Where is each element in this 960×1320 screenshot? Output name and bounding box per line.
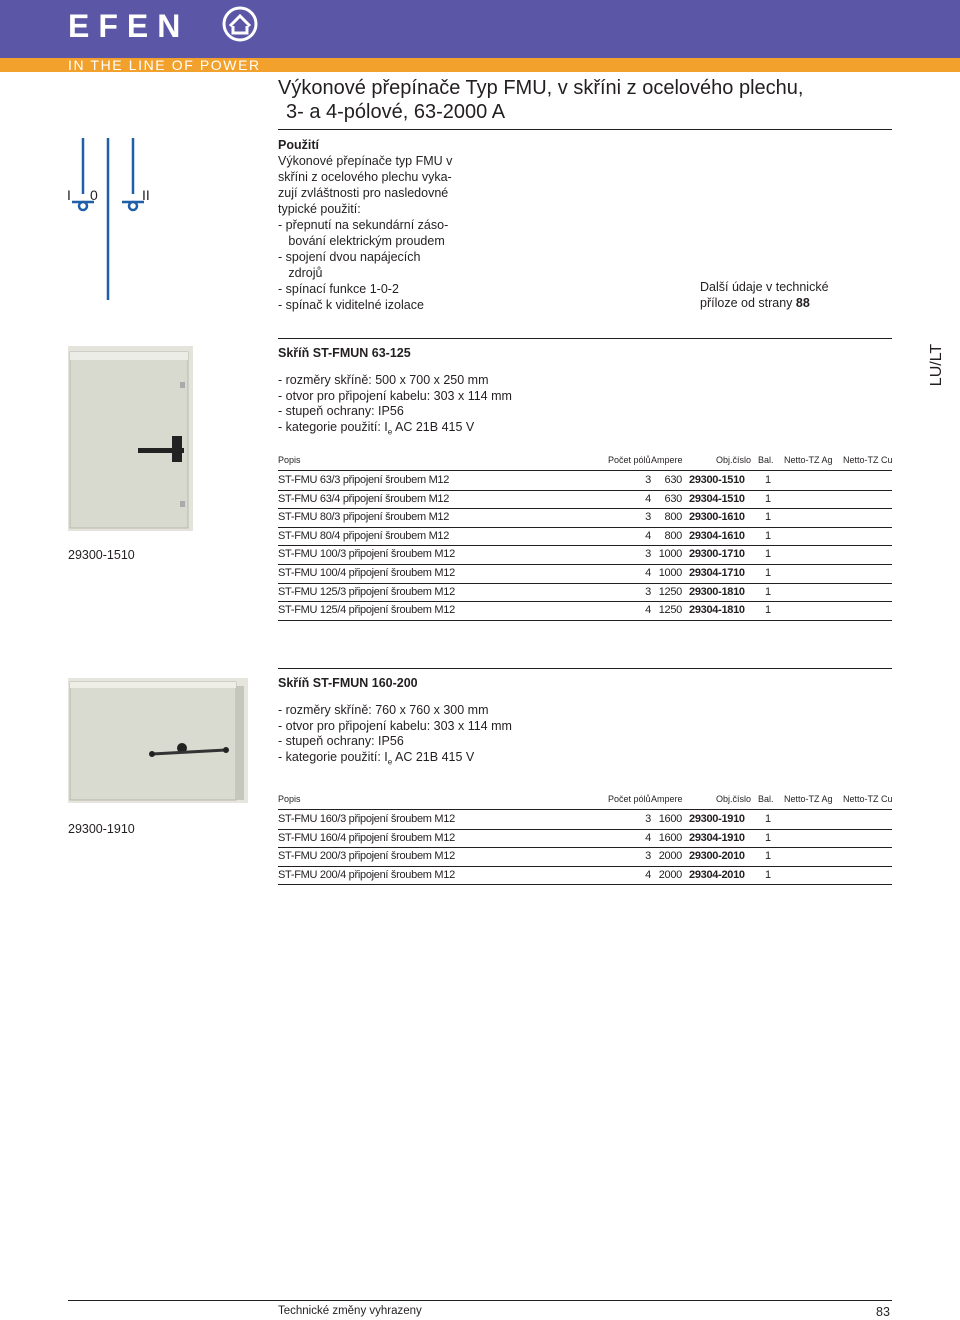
cell-poles: 3 [645,511,651,524]
spec-line: - rozměry skříně: 500 x 700 x 250 mm [278,373,489,387]
cell-order: 29300-1910 [689,813,745,825]
symbol-label-0: 0 [90,187,98,203]
col-ag: Netto-TZ Ag [784,455,833,465]
tagline: IN THE LINE OF POWER [68,57,261,73]
table-row [278,601,892,621]
cell-order: 29300-1810 [689,585,745,598]
title-divider [278,129,892,130]
cell-bal: 1 [765,548,771,561]
cell-amp: 1000 [658,567,682,579]
cell-bal: 1 [765,567,771,579]
cell-amp: 1000 [658,548,682,561]
section-title-2: Skříň ST-FMUN 160-200 [278,676,418,690]
cell-desc: ST-FMU 63/3 připojení šroubem M12 [278,474,450,486]
cell-poles: 3 [645,850,651,863]
spec-line: - stupeň ochrany: IP56 [278,404,404,418]
cell-poles: 3 [645,813,651,825]
footer-rule [68,1300,892,1301]
category-suffix: AC 21B 415 V [392,419,475,434]
cell-order: 29300-2010 [689,850,745,863]
cell-desc: ST-FMU 100/4 připojení šroubem M12 [278,567,455,579]
cell-bal: 1 [765,868,771,881]
cell-desc: ST-FMU 100/3 připojení šroubem M12 [278,548,455,561]
page-title [278,76,803,124]
table-row [278,564,892,584]
cell-order: 29304-1810 [689,604,745,617]
category-suffix: AC 21B 415 V [392,749,475,764]
symbol-label-2: II [142,187,150,203]
col-order: Obj.číslo [716,794,752,804]
cell-desc: ST-FMU 200/3 připojení šroubem M12 [278,850,455,863]
spec-line: - otvor pro připojení kabelu: 303 x 114 mm [278,388,512,403]
col-desc: Popis [278,455,301,465]
cell-poles: 4 [645,831,651,844]
enclosure-photo-small [68,346,193,531]
cell-poles: 4 [645,604,651,617]
table-row [278,866,892,886]
cell-bal: 1 [765,831,771,844]
switch-symbol-icon [62,136,172,306]
side-tab [927,340,947,390]
cell-poles: 4 [645,868,651,881]
cell-bal: 1 [765,585,771,598]
section-specs-2 [278,703,512,770]
category-prefix: - kategorie použití: I [278,749,388,764]
enclosure-photo-large [68,678,248,803]
section-divider-1 [278,338,892,339]
col-bal: Bal. [758,455,774,465]
cell-order: 29304-1610 [689,529,745,542]
more-info-line2 [700,295,829,311]
page-title-line2: 3- a 4-pólové, 63-2000 A [286,101,506,123]
cell-amp: 800 [664,511,682,524]
cell-amp: 1600 [658,813,682,825]
cell-desc: ST-FMU 80/3 připojení šroubem M12 [278,511,450,524]
table-row [278,847,892,867]
usage-line: typické použití: [278,202,361,216]
usage-block [278,137,538,313]
usage-line: Výkonové přepínače typ FMU v [278,154,453,168]
cell-desc: ST-FMU 160/3 připojení šroubem M12 [278,813,455,825]
cell-poles: 3 [645,585,651,598]
more-info-prefix: příloze od strany [700,296,796,310]
cell-order: 29300-1710 [689,548,745,561]
section-divider-2 [278,668,892,669]
cell-order: 29304-1710 [689,567,745,579]
usage-line: - spínací funkce 1-0-2 [278,282,399,296]
cell-amp: 2000 [658,850,682,863]
page-number: 83 [876,1305,890,1319]
usage-line: bování elektrickým proudem [278,234,445,248]
col-amp: Ampere [651,794,683,804]
cell-poles: 4 [645,529,651,542]
col-amp: Ampere [651,455,683,465]
spec-category [278,750,512,770]
side-tab-label: LU/LT [928,343,945,387]
usage-line: - spojení dvou napájecích [278,250,421,264]
spec-line: - rozměry skříně: 760 x 760 x 300 mm [278,703,489,717]
table-row [278,545,892,565]
category-prefix: - kategorie použití: I [278,419,388,434]
cell-poles: 4 [645,492,651,505]
cell-desc: ST-FMU 63/4 připojení šroubem M12 [278,492,450,505]
cell-amp: 2000 [658,868,682,881]
cell-order: 29304-2010 [689,868,745,881]
col-cu: Netto-TZ Cu [843,794,893,804]
cell-desc: ST-FMU 200/4 připojení šroubem M12 [278,868,455,881]
cell-order: 29304-1910 [689,831,745,844]
more-info-line1: Další údaje v technické [700,280,829,294]
cell-amp: 1600 [658,831,682,844]
usage-line: zdrojů [278,266,323,280]
cell-bal: 1 [765,492,771,505]
table-row [278,471,892,491]
svg-text:EFEN: EFEN [68,8,190,44]
category-sub: e [387,427,393,436]
cell-amp: 1250 [658,585,682,598]
cell-poles: 4 [645,567,651,579]
cell-bal: 1 [765,813,771,825]
table-header-2 [278,794,892,808]
spec-category [278,420,512,440]
col-ag: Netto-TZ Ag [784,794,833,804]
cell-amp: 800 [664,529,682,542]
cell-order: 29300-1610 [689,511,745,524]
cell-bal: 1 [765,604,771,617]
product-caption-2: 29300-1910 [68,822,135,836]
usage-line: skříni z ocelového plechu vyka- [278,170,452,184]
cell-bal: 1 [765,474,771,486]
category-sub: e [387,757,393,766]
cell-desc: ST-FMU 80/4 připojení šroubem M12 [278,529,450,542]
spec-line: - stupeň ochrany: IP56 [278,734,404,748]
cell-order: 29300-1510 [689,474,745,486]
section-title-1: Skříň ST-FMUN 63-125 [278,346,411,360]
footer-note: Technické změny vyhrazeny [278,1305,422,1317]
brand-header [0,0,960,58]
symbol-label-1: I [67,187,71,203]
table-row [278,508,892,528]
cell-desc: ST-FMU 160/4 připojení šroubem M12 [278,831,455,844]
table-row [278,829,892,849]
cell-poles: 3 [645,548,651,561]
table-row [278,810,892,830]
cell-bal: 1 [765,850,771,863]
cell-desc: ST-FMU 125/4 připojení šroubem M12 [278,604,455,617]
cell-amp: 630 [664,492,682,505]
more-info [700,279,829,311]
table-row [278,583,892,603]
col-bal: Bal. [758,794,774,804]
efen-logo [68,6,268,46]
cell-desc: ST-FMU 125/3 připojení šroubem M12 [278,585,455,598]
section-specs-1 [278,373,512,440]
table-header-1 [278,455,892,469]
table-row [278,490,892,510]
cell-poles: 3 [645,474,651,486]
usage-line: zují zvláštnosti pro nasledovné [278,186,449,200]
more-info-page: 88 [795,296,810,310]
cell-order: 29304-1510 [689,492,745,505]
page-title-line1: Výkonové přepínače Typ FMU, v skříni z ocelového plechu, [278,77,804,99]
col-desc: Popis [278,794,301,804]
col-order: Obj.číslo [716,455,752,465]
table-row [278,527,892,547]
cell-bal: 1 [765,511,771,524]
cell-amp: 630 [664,474,682,486]
col-poles: Počet pólů [608,455,651,465]
product-caption-1: 29300-1510 [68,548,135,562]
cell-bal: 1 [765,529,771,542]
col-poles: Počet pólů [608,794,651,804]
usage-line: - spínač k viditelné izolace [278,298,424,312]
usage-line: - přepnutí na sekundární záso- [278,218,449,232]
cell-amp: 1250 [658,604,682,617]
spec-line: - otvor pro připojení kabelu: 303 x 114 mm [278,718,512,733]
col-cu: Netto-TZ Cu [843,455,893,465]
usage-heading: Použití [278,138,319,152]
